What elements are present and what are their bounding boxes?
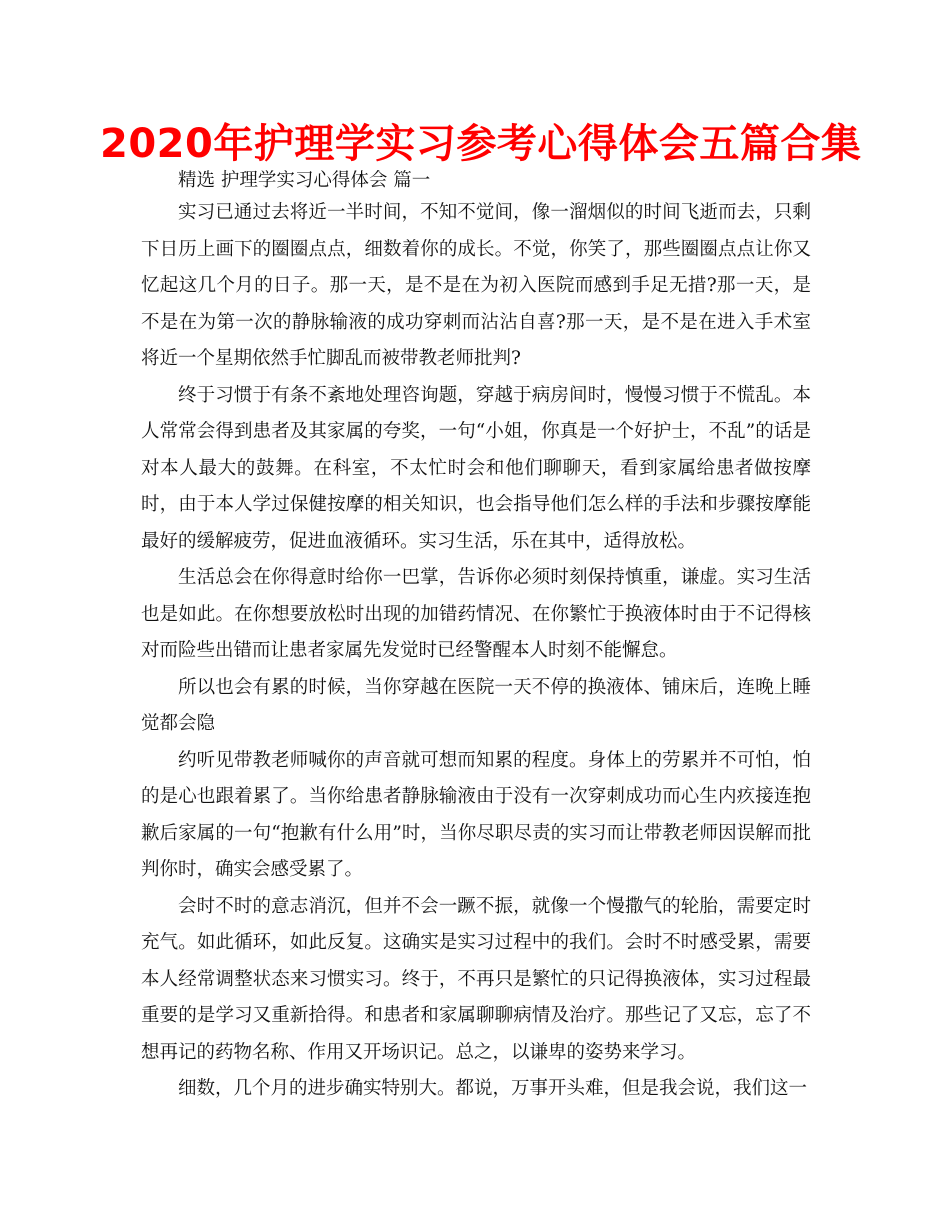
- document-title: 2020年护理学实习参考心得体会五篇合集: [100, 121, 862, 167]
- paragraph: 会时不时的意志消沉，但并不会一蹶不振，就像一个慢撒气的轮胎，需要定时充气。如此循环，如此反复。这确实是实习过程中的我们。会时不时感受累，需要本人经常调整状态来习惯实习。终于，不再只是繁忙的只记得换液体，实习过程最重要的是学习又重新拾得。和患者和家属聊聊病情及治疗。那些记了又忘，忘了不想再记的药物名称、作用又开场识记。总之，以谦卑的姿势来学习。: [141, 895, 811, 1063]
- paragraph: 约听见带教老师喊你的声音就可想而知累的程度。身体上的劳累并不可怕，怕的是心也跟着累了。当你给患者静脉输液由于没有一次穿刺成功而心生内疚接连抱歉后家属的一句“抱歉有什么用”时，当你尽职尽责的实习而让带教老师因误解而批判你时，确实会感受累了。: [141, 749, 811, 880]
- paragraph: 实习已通过去将近一半时间，不知不觉间，像一溜烟似的时间飞逝而去，只剩下日历上画下的圈圈点点，细数着你的成长。不觉，你笑了，那些圈圈点点让你又忆起这几个月的日子。那一天，是不是在为初入医院而感到手足无措?那一天，是不是在为第一次的静脉输液的成功穿刺而沾沾自喜?那一天，是不是在进入手术室将近一个星期依然手忙脚乱而被带教老师批判?: [141, 202, 811, 369]
- section-heading: 精选 护理学实习心得体会 篇一: [178, 170, 431, 191]
- paragraph: 所以也会有累的时候，当你穿越在医院一天不停的换液体、铺床后，连晚上睡觉都会隐: [141, 676, 811, 734]
- paragraph: 细数，几个月的进步确实特别大。都说，万事开头难，但是我会说，我们这一: [178, 1078, 808, 1099]
- document-body: [141, 167, 811, 1108]
- paragraph: 生活总会在你得意时给你一巴掌，告诉你必须时刻保持慎重，谦虚。实习生活也是如此。在你想要放松时出现的加错药情况、在你繁忙于换液体时由于不记得核对而险些出错而让患者家属先发觉时已经警醒本人时刻不能懈怠。: [141, 567, 811, 661]
- paragraph: 终于习惯于有条不紊地处理咨询题，穿越于病房间时，慢慢习惯于不慌乱。本人常常会得到患者及其家属的夸奖，一句“小姐，你真是一个好护士，不乱”的话是对本人最大的鼓舞。在科室，不太忙时会和他们聊聊天，看到家属给患者做按摩时，由于本人学过保健按摩的相关知识，也会指导他们怎么样的手法和步骤按摩能最好的缓解疲劳，促进血液循环。实习生活，乐在其中，适得放松。: [141, 384, 811, 552]
